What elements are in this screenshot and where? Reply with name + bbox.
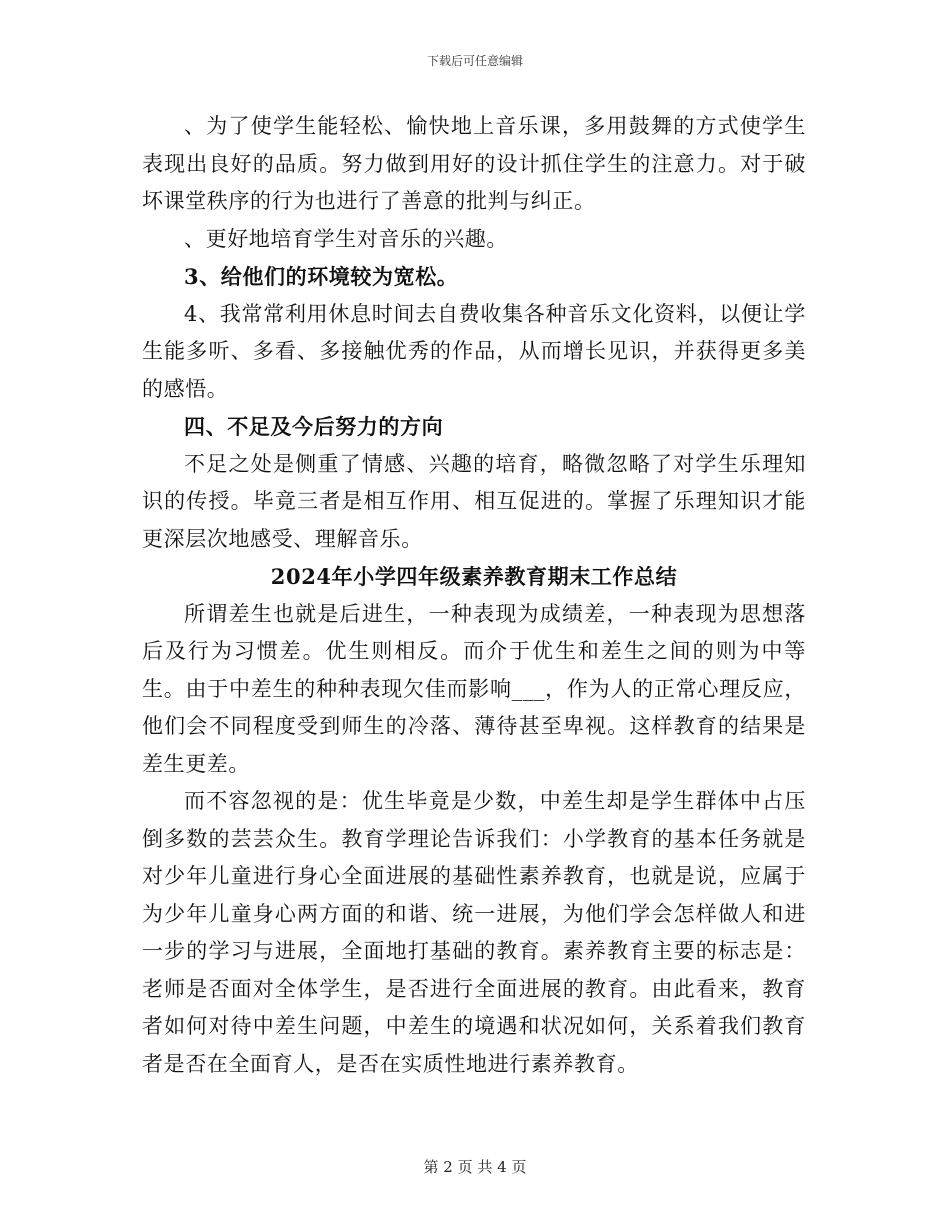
paragraph-materials: 4、我常常利用休息时间去自费收集各种音乐文化资料，以便让学生能多听、多看、多接触优秀的作品，从而增长见识，并获得更多美的感悟。	[142, 301, 806, 401]
document-title: 2024年小学四年级素养教育期末工作总结	[270, 564, 678, 589]
paragraph-environment: 3、给他们的环境较为宽松。	[184, 264, 459, 289]
paragraph-encouragement: 、为了使学生能轻松、愉快地上音乐课，多用鼓舞的方式使学生表现出良好的品质。努力做到用好的设计抓住学生的注意力。对于破坏课堂秩序的行为也进行了善意的批判与纠正。	[142, 114, 806, 213]
page-header: 下载后可任意编辑	[426, 54, 523, 68]
paragraph-majority: 而不容忽视的是：优生毕竟是少数，中差生却是学生群体中占压倒多数的芸芸众生。教育学理论告诉我们：小学教育的基本任务就是对少年儿童进行身心全面进展的基础性素养教育，也就是说，应属于为少年儿童身心两方面的和谐、统一进展，为他们学会怎样做人和进一步的学习与进展，全面地打基础的教育。素养教育主要的标志是：老师是否面对全体学生，是否进行全面进展的教育。由此看来，教育者如何对待中差生问题，中差生的境遇和状况如何，关系着我们教育者是否在全面育人，是否在实质性地进行素养教育。	[142, 789, 806, 1076]
document-body	[142, 108, 806, 1083]
paragraph-interest: 、更好地培育学生对音乐的兴趣。	[184, 226, 508, 251]
paragraph-poor-students: 所谓差生也就是后进生，一种表现为成绩差，一种表现为思想落后及行为习惯差。优生则相反。而介于优生和差生之间的则为中等生。由于中差生的种种表现欠佳而影响___，作为人的正常心理反应，他们会不同程度受到师生的冷落、薄待甚至卑视。这样教育的结果是差生更差。	[142, 601, 806, 776]
section-heading-shortcomings: 四、不足及今后努力的方向	[184, 414, 444, 439]
page-number: 第 2 页 共 4 页	[423, 1158, 527, 1176]
paragraph-shortcomings: 不足之处是侧重了情感、兴趣的培育，略微忽略了对学生乐理知识的传授。毕竟三者是相互作用、相互促进的。掌握了乐理知识才能更深层次地感受、理解音乐。	[142, 451, 806, 551]
